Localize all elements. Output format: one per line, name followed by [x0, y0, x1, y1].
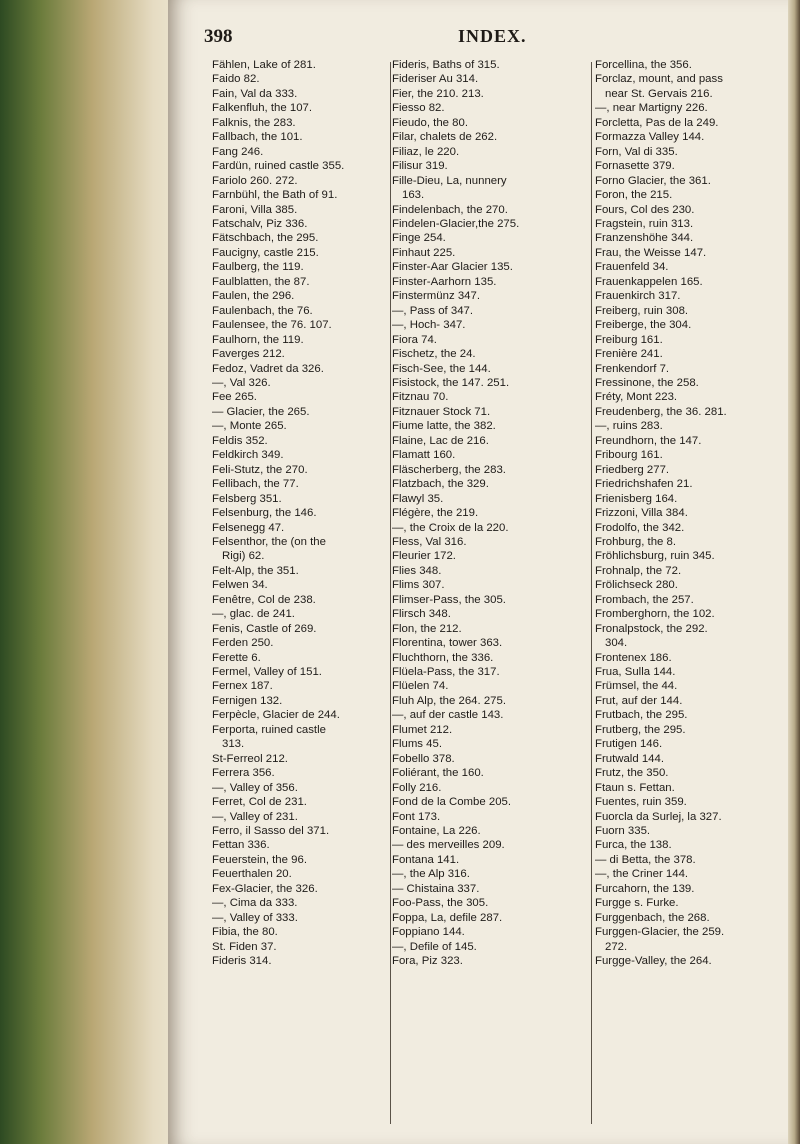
page-edge: [786, 0, 800, 1144]
index-entry-continuation: 313.: [222, 738, 245, 751]
index-entry: Finster-Aar Glacier 135.: [392, 261, 513, 274]
index-entry: Feldis 352.: [212, 434, 268, 447]
index-entry: Felt-Alp, the 351.: [212, 564, 299, 577]
index-entry: Felsenegg 47.: [212, 521, 285, 534]
index-entry: Fitznauer Stock 71.: [392, 405, 491, 418]
index-entry: —, Pass of 347.: [392, 304, 474, 317]
index-entry: Fiesso 82.: [392, 102, 445, 115]
index-entry: Fribourg 161.: [595, 449, 663, 462]
index-entry: Frut, auf der 144.: [595, 694, 683, 707]
index-entry: Flumet 212.: [392, 723, 453, 736]
index-entry: Feldkirch 349.: [212, 449, 284, 462]
index-entry: Fieudo, the 80.: [392, 116, 468, 129]
index-entry: Friedrichshafen 21.: [595, 478, 693, 491]
index-entry: —, Hoch- 347.: [392, 319, 466, 332]
index-entry: Fornasette 379.: [595, 160, 675, 173]
index-entry: Faulensee, the 76. 107.: [212, 319, 332, 332]
index-entry: Fideris 314.: [212, 955, 272, 968]
index-entry: Flimser-Pass, the 305.: [392, 593, 506, 606]
page-header: [168, 26, 778, 50]
index-entry: Fuentes, ruin 359.: [595, 796, 687, 809]
index-entry: Flégère, the 219.: [392, 507, 479, 520]
index-entry: Fours, Col des 230.: [595, 203, 695, 216]
index-entry: Frutz, the 350.: [595, 767, 669, 780]
index-entry: Faulhorn, the 119.: [212, 333, 304, 346]
index-entry: Flatzbach, the 329.: [392, 478, 489, 491]
index-entry: Fromberghorn, the 102.: [595, 608, 715, 621]
index-entry: Fuorcla da Surlej, la 327.: [595, 810, 722, 823]
index-entry: Foron, the 215.: [595, 189, 673, 202]
index-entry: Felwen 34.: [212, 579, 268, 592]
index-entry: Faucigny, castle 215.: [212, 246, 319, 259]
index-entry: Fontana 141.: [392, 853, 460, 866]
index-entry: Fier, the 210. 213.: [392, 87, 484, 100]
index-entry: Furgge s. Furke.: [595, 897, 679, 910]
index-entry-continuation: near St. Gervais 216.: [605, 87, 713, 100]
index-entry: Falknis, the 283.: [212, 116, 296, 129]
index-entry: Frauenkappelen 165.: [595, 275, 703, 288]
index-entry: —, the Croix de la 220.: [392, 521, 509, 534]
index-entry: — des merveilles 209.: [392, 839, 505, 852]
index-entry: Fardün, ruined castle 355.: [212, 160, 345, 173]
index-column-3: [595, 58, 785, 969]
index-entry: Flüela-Pass, the 317.: [392, 666, 500, 679]
index-entry-continuation: 272.: [605, 940, 628, 953]
index-entry: Faulen, the 296.: [212, 290, 295, 303]
index-entry: Fuorn 335.: [595, 825, 651, 838]
index-entry: Fond de la Combe 205.: [392, 796, 512, 809]
index-entry: Filisur 319.: [392, 160, 448, 173]
page-number: 398: [204, 26, 233, 47]
index-entry: Fleurier 172.: [392, 550, 456, 563]
index-entry: Filar, chalets de 262.: [392, 131, 498, 144]
index-entry: Finster-Aarhorn 135.: [392, 275, 497, 288]
index-entry: Freiburg 161.: [595, 333, 663, 346]
index-entry: Foliérant, the 160.: [392, 767, 484, 780]
index-entry: Flawyl 35.: [392, 492, 444, 505]
index-entry: Feuerstein, the 96.: [212, 853, 307, 866]
index-entry: Felsberg 351.: [212, 492, 282, 505]
index-entry: Folly 216.: [392, 781, 442, 794]
index-entry: Frutbach, the 295.: [595, 709, 688, 722]
index-entry: —, Val 326.: [212, 376, 271, 389]
index-entry: Forclaz, mount, and pass: [595, 73, 723, 86]
index-entry: Franzenshöhe 344.: [595, 232, 694, 245]
index-column-2: [392, 58, 588, 969]
index-entry: Furggenbach, the 268.: [595, 911, 710, 924]
running-head: INDEX.: [458, 26, 527, 46]
index-entry-continuation: Rigi) 62.: [222, 550, 265, 563]
index-entry: Ftaun s. Fettan.: [595, 781, 675, 794]
index-entry: Fless, Val 316.: [392, 535, 467, 548]
index-entry: —, Valley of 356.: [212, 781, 298, 794]
index-entry: Flums 45.: [392, 738, 443, 751]
index-entry: Fätschbach, the 295.: [212, 232, 319, 245]
index-entry: —, Monte 265.: [212, 420, 287, 433]
index-entry: Feli-Stutz, the 270.: [212, 463, 308, 476]
index-entry: Fitznau 70.: [392, 391, 449, 404]
index-entry: Fille-Dieu, La, nunnery: [392, 174, 507, 187]
index-entry: Fiume latte, the 382.: [392, 420, 496, 433]
index-entry: Faverges 212.: [212, 348, 285, 361]
index-entry: Frölichseck 280.: [595, 579, 678, 592]
index-entry: Frenkendorf 7.: [595, 362, 670, 375]
index-entry: Frauenkirch 317.: [595, 290, 681, 303]
index-entry-continuation: 163.: [402, 189, 425, 202]
index-entry: Forcletta, Pas de la 249.: [595, 116, 719, 129]
index-entry: Fisistock, the 147. 251.: [392, 376, 510, 389]
index-entry: Furcahorn, the 139.: [595, 882, 695, 895]
index-entry: —, Valley of 333.: [212, 911, 298, 924]
index-entry: —, Cima da 333.: [212, 897, 298, 910]
index-entry: Flamatt 160.: [392, 449, 456, 462]
index-entry: Fernigen 132.: [212, 694, 283, 707]
index-entry: — Glacier, the 265.: [212, 405, 310, 418]
index-entry: Ferpècle, Glacier de 244.: [212, 709, 340, 722]
index-entry: Fideris, Baths of 315.: [392, 59, 500, 71]
index-entry: Frienisberg 164.: [595, 492, 678, 505]
index-entry: Faulenbach, the 76.: [212, 304, 313, 317]
index-entry: St-Ferreol 212.: [212, 752, 288, 765]
index-entry: St. Fiden 37.: [212, 940, 277, 953]
index-entry: Frontenex 186.: [595, 651, 672, 664]
index-page: [168, 0, 788, 1144]
index-entry: Falkenfluh, the 107.: [212, 102, 313, 115]
index-entry: Freudenberg, the 36. 281.: [595, 405, 727, 418]
index-entry: Fang 246.: [212, 145, 264, 158]
index-entry: Findelenbach, the 270.: [392, 203, 508, 216]
index-entry: Forno Glacier, the 361.: [595, 174, 711, 187]
index-entry: —, Valley of 231.: [212, 810, 298, 823]
index-entry: Filiaz, le 220.: [392, 145, 460, 158]
index-entry: Fluchthorn, the 336.: [392, 651, 494, 664]
index-entry: Faroni, Villa 385.: [212, 203, 298, 216]
index-entry: Fellibach, the 77.: [212, 478, 299, 491]
index-entry: Fréty, Mont 223.: [595, 391, 678, 404]
column-divider: [591, 62, 592, 1124]
index-entry: Frombach, the 257.: [595, 593, 694, 606]
index-entry: Frauenfeld 34.: [595, 261, 669, 274]
index-entry: Ferden 250.: [212, 637, 274, 650]
index-entry: — Chistaina 337.: [392, 882, 480, 895]
index-entry: Freundhorn, the 147.: [595, 434, 702, 447]
index-entry: Fragstein, ruin 313.: [595, 217, 694, 230]
index-entry: Florentina, tower 363.: [392, 637, 503, 650]
index-entry: Foo-Pass, the 305.: [392, 897, 489, 910]
index-entry: Fählen, Lake of 281.: [212, 59, 316, 71]
index-entry: Fermel, Valley of 151.: [212, 666, 322, 679]
index-entry: —, the Alp 316.: [392, 868, 470, 881]
index-entry: Ferette 6.: [212, 651, 261, 664]
index-entry: Fideriser Au 314.: [392, 73, 479, 86]
index-entry: Faulblatten, the 87.: [212, 275, 310, 288]
index-entry: Fobello 378.: [392, 752, 455, 765]
index-entry: Fee 265.: [212, 391, 257, 404]
index-entry: Fain, Val da 333.: [212, 87, 298, 100]
index-entry: Frua, Sulla 144.: [595, 666, 676, 679]
index-entry: Fariolo 260. 272.: [212, 174, 298, 187]
index-entry: Fenis, Castle of 269.: [212, 622, 317, 635]
index-entry: Frutberg, the 295.: [595, 723, 686, 736]
index-entry: —, Defile of 145.: [392, 940, 477, 953]
index-entry: Fallbach, the 101.: [212, 131, 303, 144]
index-entry: Flüelen 74.: [392, 680, 449, 693]
index-entry: Fressinone, the 258.: [595, 376, 699, 389]
index-entry: Ferro, il Sasso del 371.: [212, 825, 330, 838]
index-entry: Fex-Glacier, the 326.: [212, 882, 318, 895]
index-entry: Flon, the 212.: [392, 622, 462, 635]
index-entry: Flims 307.: [392, 579, 445, 592]
index-entry: Finge 254.: [392, 232, 446, 245]
index-entry: Fluh Alp, the 264. 275.: [392, 694, 506, 707]
index-entry: Furgge-Valley, the 264.: [595, 955, 712, 968]
index-entry: —, near Martigny 226.: [595, 102, 708, 115]
index-entry: Fronalpstock, the 292.: [595, 622, 708, 635]
index-entry: Fenêtre, Col de 238.: [212, 593, 316, 606]
index-entry: Fläscherberg, the 283.: [392, 463, 506, 476]
index-entry: Flirsch 348.: [392, 608, 451, 621]
index-entry: Fedoz, Vadret da 326.: [212, 362, 324, 375]
index-entry: Fatschalv, Piz 336.: [212, 217, 308, 230]
index-entry: Frodolfo, the 342.: [595, 521, 685, 534]
index-entry: Ferrera 356.: [212, 767, 275, 780]
index-column-1: [212, 58, 390, 969]
index-entry: Frohnalp, the 72.: [595, 564, 682, 577]
index-entry: Findelen-Glacier,the 275.: [392, 217, 520, 230]
index-entry: —, auf der castle 143.: [392, 709, 504, 722]
index-entry: Furggen-Glacier, the 259.: [595, 926, 725, 939]
index-entry: Fettan 336.: [212, 839, 270, 852]
index-entry: Fernex 187.: [212, 680, 273, 693]
index-entry: —, the Criner 144.: [595, 868, 689, 881]
index-entry: Frümsel, the 44.: [595, 680, 678, 693]
index-entry: Foppa, La, defile 287.: [392, 911, 503, 924]
index-entry: Frizzoni, Villa 384.: [595, 507, 688, 520]
index-entry: Flaine, Lac de 216.: [392, 434, 489, 447]
index-entry: Faido 82.: [212, 73, 260, 86]
index-entry: Ferporta, ruined castle: [212, 723, 326, 736]
index-entry: Frutigen 146.: [595, 738, 663, 751]
index-entry: Furca, the 138.: [595, 839, 672, 852]
index-entry: Fisch-See, the 144.: [392, 362, 491, 375]
index-entry: Fibia, the 80.: [212, 926, 278, 939]
index-entry: Foppiano 144.: [392, 926, 465, 939]
column-divider: [390, 62, 391, 1124]
index-entry: Feuerthalen 20.: [212, 868, 292, 881]
index-entry: —, ruins 283.: [595, 420, 663, 433]
index-entry: Flies 348.: [392, 564, 442, 577]
index-entry: Ferret, Col de 231.: [212, 796, 307, 809]
index-entry: Frau, the Weisse 147.: [595, 246, 707, 259]
index-entry: Felsenthor, the (on the: [212, 535, 326, 548]
index-entry: Freiberg, ruin 308.: [595, 304, 689, 317]
index-entry: —, glac. de 241.: [212, 608, 295, 621]
index-entry: Fontaine, La 226.: [392, 825, 481, 838]
index-entry: Forn, Val di 335.: [595, 145, 678, 158]
index-entry: Formazza Valley 144.: [595, 131, 705, 144]
index-entry: Fiora 74.: [392, 333, 437, 346]
index-entry: Faulberg, the 119.: [212, 261, 304, 274]
index-entry: Felsenburg, the 146.: [212, 507, 317, 520]
index-entry: Forcellina, the 356.: [595, 59, 692, 71]
index-entry: Friedberg 277.: [595, 463, 670, 476]
index-entry: Finhaut 225.: [392, 246, 456, 259]
index-entry: Fröhlichsburg, ruin 345.: [595, 550, 715, 563]
index-entry: Font 173.: [392, 810, 441, 823]
index-entry: Frutwald 144.: [595, 752, 665, 765]
index-entry: Fischetz, the 24.: [392, 348, 476, 361]
index-entry: Fora, Piz 323.: [392, 955, 463, 968]
index-entry: Frohburg, the 8.: [595, 535, 677, 548]
index-entry: Finstermünz 347.: [392, 290, 480, 303]
index-entry: Freiberge, the 304.: [595, 319, 692, 332]
index-entry-continuation: 304.: [605, 637, 628, 650]
index-entry: Farnbühl, the Bath of 91.: [212, 189, 338, 202]
index-entry: — di Betta, the 378.: [595, 853, 696, 866]
index-entry: Frenière 241.: [595, 348, 663, 361]
